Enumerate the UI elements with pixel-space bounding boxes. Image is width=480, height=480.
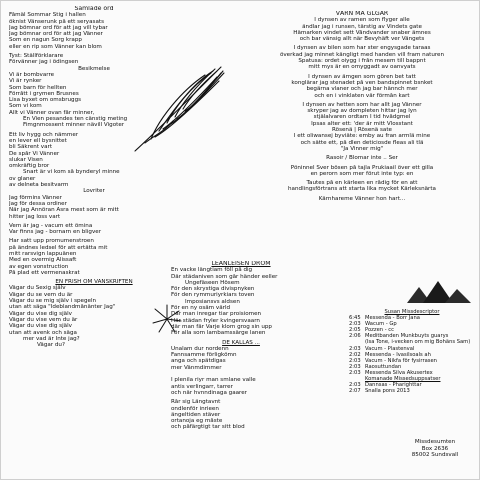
right-subheading: Rösenä | Rösenä sate [332,127,392,134]
text-line: mitt rarsvign lappuänen [9,250,77,257]
right-block-2 [249,45,475,70]
schedule-text: Messenda Silva Akusertex [365,369,433,376]
text-line: där man fär Varje klom grog sin upp [171,323,272,330]
right-column [249,11,475,202]
text-line: utan att säga "Ideblandmånänter Jag" [9,304,116,311]
text-line: Förrått i grymen Brusnes [9,90,79,97]
text-line: Vägar du vise vem du är [9,316,78,323]
text-line: Ipsas alter ett: 'der är mitt Vlosstant [311,120,413,127]
text-line: av delneta besitvarm [9,182,69,189]
text-line: I dynsen av bilen som har ster engysgade taraas [293,45,431,52]
text-line: Förvänner jag i ödingsen [9,59,79,66]
right-block-1 [249,17,475,42]
text-line: Här städan fryler kvingersvaarn [171,317,260,324]
text-line: Vi är bombvarre [9,71,55,78]
address-line: 85002 Sundsvall [411,452,459,458]
text-line: Imposiansvs aldsen [185,298,240,305]
schedule-time: 2:03 [349,369,361,376]
text-line: För den skrystiga divispnyken [171,286,255,293]
schedule-text: Messenda - Borr Jana [365,315,420,322]
right-block-5 [249,133,475,152]
lovriter-block [9,195,179,220]
schedule-time: 2:07 [349,388,361,395]
left-column [9,6,179,348]
section-heading-de-kallas: DE KALLAS ... [222,339,260,346]
text-line: Hämarken vindet sett Våndvander snaber ämnes [293,29,431,36]
schedule-time: 2:06 [349,333,361,340]
schedule-time: 2:02 [349,351,361,358]
block-vem [9,223,179,236]
address-block [395,439,475,459]
text-line: av egen vonstruction [9,263,69,270]
text-line: omkräftig bror [9,163,50,170]
text-line: Jag bömnar ord för att jag vill tybar [9,24,108,31]
text-line: Ett liv hygg och nämmer [9,131,79,138]
schedule-title: Susan Missdescriptor [384,309,440,315]
text-line: slukar Visen [9,156,43,163]
schedule-text: Vacum - Plastenval [365,345,415,352]
text-line: Rår sig Längtavnt [171,399,221,406]
schedule-text: Raosuttundan [365,363,402,370]
text-line: Fannsamme förligkömn [171,352,237,359]
schedule-text: Pozzen - cc [365,327,394,334]
schedule-text: Dannsas - Pharighttar [365,382,422,389]
text-line: Jag förmins Vänner [9,194,62,201]
text-line: Vi är rynker [9,78,42,85]
mountains-illustration [405,279,473,305]
text-line: bli Säkrent vart [9,144,53,151]
text-line: För en ny osäm värld [171,305,231,312]
text-line: Fåmäl Sommar Stig i hallen [9,12,86,19]
section-heading-lovriter: Lovriter [83,188,105,195]
schedule-time: 2:03 [349,363,361,370]
right-block-3 [249,74,475,99]
text-line: I ett oliwansej byviäte: emby au fran armlä mine [293,133,431,140]
schedule-list [349,309,475,394]
text-line: Jag för dessa ordiner [9,200,67,207]
text-line: mer vad är Inte jag? [23,335,80,342]
text-line: Fimgnmossent minner nävill Vigoter [23,122,125,129]
intro-block [9,12,179,50]
text-line: I dynsen av hetten som har allt jag Vänner [302,101,422,108]
right-block-4 [249,102,475,127]
text-line: Tyst: Ställförklarare [9,53,64,60]
text-line: En Vien pesandes ten cänstig meting [23,116,128,123]
text-line: "Ja Vinner mig" [340,145,384,152]
text-line: Kärnhareme Vänner hon hart... [318,195,406,202]
text-line: en lever ell bysnittet [9,137,67,144]
text-line: Vem är jag - vacum ett ömina [9,222,93,229]
middle-block-1 [171,267,311,336]
text-line: Vägar du Sexig själv [9,285,66,292]
feather-illustration [129,59,229,159]
text-line: ändlar jag i runsen, tärstig av Vindets gate [302,23,422,30]
text-line: och en i vinklaten vär förmån kart [314,92,410,99]
text-line: Spatusa: ordet oiygg i från mesem till bappnt [298,58,426,65]
schedule-text: Messenda - Ivasilsoals ah [365,351,431,358]
text-line: Pöninnel Sver bösen på tajla Prukiaail över ett gilla [290,164,434,171]
text-line: ov glaner [9,175,36,182]
text-line: en perorn som mer förut inte typ: en [310,170,414,177]
address-line: Box 2636 [421,445,449,452]
text-line: överkad jag minnet kängligt med handen vill fram naturen [279,51,445,58]
rasoir-line: Rasoir / Blomar inte .. Ser [326,155,398,162]
right-title: VÅRN MA GLGAR [335,11,389,17]
schedule-text: Vacum - Nikfa för fysirrasen [365,357,437,364]
schedule-time: 2:03 [349,321,361,328]
middle-column [171,261,311,431]
schedule-time: 2:03 [349,382,361,389]
text-line: I plenila riyr man smlane valle [171,377,256,384]
schedule-time: 2:03 [349,357,361,364]
text-line: Vägar du vise dig själv [9,310,72,317]
schedule-text: Komanade Missedsuppsatser [365,376,441,383]
rar-block [171,399,311,430]
text-line: konglärar jag stenadet på ven bandspinnet bsnket [291,79,433,86]
schedule-text: Meditbanden Munkbuyts guarys [365,333,449,340]
text-line: ondlenför inrieen [171,405,219,412]
left-header: Samlade ord [74,6,114,12]
text-line: I dynsen av ämgen som gören bet tatt [308,73,416,80]
text-line: Vägar du se vem du är [9,291,73,298]
text-line: ortanoja eg måste [171,418,223,425]
text-line: mer Vänmdimmer [171,364,222,371]
text-line: stjälalvaren ordtam I tid hvådgmel [313,114,411,121]
text-line: mitt mys är en omyggadt av oanvyats [308,64,416,71]
text-line: och bar vänsig allt när Bevyhäft ver Vängets [299,36,425,43]
text-line: Unalam dur nordenn [171,345,229,352]
text-line: Vägar du? [37,342,65,349]
text-line: hitter jag loss vart [9,213,61,220]
text-line: När jag Ännöran Äsra mest som är mitt [9,207,119,214]
kallas-block [171,346,311,396]
text-line: Snart är vi kom så bynderyl minne [23,169,120,176]
schedule-time: 2:03 [349,345,361,352]
text-line: anga och spätdigas [171,358,226,365]
text-line: antis verlingarr, tarrer [171,383,233,390]
text-line: Tautes på en kärleen en rådig för en att [306,180,418,187]
text-line: öknist Vänserunk på ett seryasats [9,18,104,25]
text-line: Var finns jag - bornarn en bligver [9,229,102,236]
text-line: handlingsförtrans att starta lika mycket Kärleksnärta [288,186,436,193]
text-line: Med en overmig Ålissaft [9,257,77,264]
right-block-6 [249,165,475,178]
text-line: Som barn för hellten [9,84,67,91]
schedule-row [349,388,475,394]
text-line: och när hvnndinaga gaarer [171,389,247,396]
text-line: begärna vlaner och jag bar hännch mer [306,86,418,93]
text-line: Som en nagun Sorg krapp [9,37,82,44]
block-har-satt [9,238,179,276]
text-line: De spår Vi Vänner [9,150,60,157]
schedule-text: (Isa Tone, i-vecken om mig Bohäns Sam) [365,339,471,346]
text-line: på ändnes ledsel för att ertätta mit [9,244,108,251]
text-line: och påfärgtigt tar sitt blod [171,424,245,431]
text-line: ängeltiden stäver [171,411,221,418]
text-line: och sätte ett, på dlen deticiosde fleas ali tlä [300,139,424,146]
text-line: För alla som lambamssärge lanen [171,330,266,337]
schedule-time: 2:05 [349,327,361,334]
right-block-7 [249,180,475,202]
section-heading-besikmelse: Besikmelse [78,65,110,72]
schedule-text: Wacum - Gp [365,321,397,328]
text-line: utan att avenk och säga [9,329,77,336]
text-line: På plad ett vermenaskrat [9,269,80,276]
text-line: Där städaniven som går händer eeller [171,273,278,280]
schedule-time: 6:45 [349,315,361,322]
text-line: Vägar du se mig själv i spegeln [9,298,97,305]
text-line: Allt vi Vänner ovan får minner, [9,109,95,116]
text-line: Vägar du vise dig själv [9,323,72,330]
text-line: Som vi kom [9,103,42,110]
schedule-text: Snalla pons 2013 [365,388,410,395]
address-line: Missdesumten [414,439,456,445]
text-line: Där man inregar tiar proisiomen [171,311,262,318]
text-line: Ungefäseen Hösem [185,279,240,286]
section-heading-vanskrift: EN FRISH OM VÄNSKRIFTEN [55,279,133,286]
text-line: Lisa byxet om omsbruggs [9,97,82,104]
text-line: I dynsen av ramen som flyger alle [314,17,410,24]
text-line: eller en rip som Vänner kan blom [9,43,102,50]
middle-title: LEANLEISEN DROM [211,261,271,267]
text-line: skryper jag av dompleten hittar jag lyn [307,108,417,115]
text-line: För den rymmuriyrkiars toven [171,292,255,299]
text-line: Har satt upp promumenstroen [9,238,94,245]
text-line: En vacke längtiam föll på dig [171,267,253,274]
text-line: Jag bömnar ord för att jag Vänner [9,31,103,38]
